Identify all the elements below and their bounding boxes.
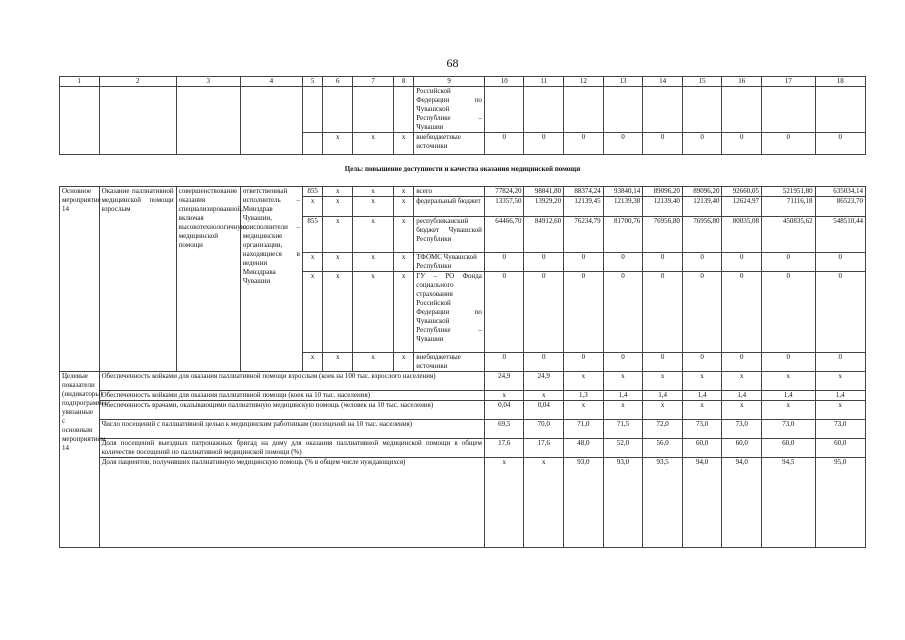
header-cell: 11 [524, 77, 564, 87]
program-table [59, 76, 866, 548]
table-row: 855 x x x республиканский бюджет Чувашской Республики 64466,70 84912,60 76234,79 81700,76 76956,80 76956,80 80035,08 450835,62 548510,44 [60, 217, 866, 253]
header-cell: 15 [682, 77, 722, 87]
table-row: x x x x внебюджетные источники 0 0 0 0 0 0 0 0 0 [60, 353, 866, 372]
indicator-name: Обеспеченность врачами, оказывающими паллиативную медицинскую помощь (человек на 10 тыс. населения) [99, 401, 484, 420]
goal-text: Цель: повышение доступности и качества оказания медицинской помощи [60, 155, 866, 187]
event-label: Основное мероприятие 14 [60, 187, 100, 372]
indicator-row: Обеспеченность врачами, оказывающими паллиативную медицинскую помощь (человек на 10 тыс. населения) 0,04 0,04 x x x x x x x [60, 401, 866, 420]
header-cell: 8 [393, 77, 413, 87]
header-cell: 1 [60, 77, 100, 87]
table-row: Основное мероприятие 14 Оказание паллиативной медицинской помощи взрослым совершенствование оказания специализированной, включая высокотехнологичную, медицинской помощи ответственный исполнитель – Минздрав Чувашии, соисполнители – медицинские организации, находящиеся в ведении Минздрава Чувашии 855 x x x всего 77824,20 98841,80 88374,24 93840,14 89096,20 89096,20 92660,05 521951,80 635034,14 [60, 187, 866, 197]
indicator-name: Число посещений с паллиативной целью к медицинским работникам (посещений на 10 тыс. населения) [99, 420, 484, 439]
indicator-name: Доля посещений выездных патронажных бригад на дому для оказания паллиативной медицинской помощи в общем количестве посещений по паллиативной медицинской помощи (%) [99, 439, 484, 458]
event-task: совершенствование оказания специализированной, включая высокотехнологичную, медицинской помощи [176, 187, 240, 372]
header-cell: 14 [643, 77, 683, 87]
event-executors: ответственный исполнитель – Минздрав Чувашии, соисполнители – медицинские организации, находящиеся в ведении Минздрава Чувашии [240, 187, 302, 372]
table-row: x x x x ГУ – РО Фонда социального страхования Российской Федерации по Чувашской Республике – Чувашии 0 0 0 0 0 0 0 0 0 [60, 272, 866, 353]
indicator-row: Целевые показатели (индикаторы) подпрограммы, увязанные с основным мероприятием 14 Обеспеченность койками для оказания паллиативной помощи взрослым (коек на 100 тыс. взрослого населения) 24,9 24,9 x x x x x x x [60, 372, 866, 391]
table-row: x x x x ТФОМС Чувашской Республики 0 0 0 0 0 0 0 0 0 [60, 253, 866, 272]
header-row [60, 77, 866, 87]
header-cell: 17 [762, 77, 816, 87]
page-number: 68 [446, 56, 459, 70]
header-cell: 4 [240, 77, 302, 87]
header-cell: 12 [564, 77, 604, 87]
header-cell: 6 [323, 77, 353, 87]
indicator-row: Число посещений с паллиативной целью к медицинским работникам (посещений на 10 тыс. населения) 69,5 70,0 71,0 71,5 72,0 73,0 73,0 73,0 73,0 [60, 420, 866, 439]
header-cell: 13 [603, 77, 643, 87]
indicator-name: Доля пациентов, получивших паллиативную медицинскую помощь (% в общем числе нуждающихся) [99, 458, 484, 548]
indicator-row: Обеспеченность койками для оказания паллиативной помощи (коек на 10 тыс. населения) x x 1,3 1,4 1,4 1,4 1,4 1,4 1,4 [60, 391, 866, 401]
indicator-row: Доля пациентов, получивших паллиативную медицинскую помощь (% в общем числе нуждающихся) x x 93,0 93,0 93,5 94,0 94,0 94,5 95,0 [60, 458, 866, 548]
indicator-row: Доля посещений выездных патронажных бригад на дому для оказания паллиативной медицинской помощи в общем количестве посещений по паллиативной медицинской помощи (%) 17,6 17,6 48,0 52,0 56,0 60,0 60,0 60,0 60,0 [60, 439, 866, 458]
event-name: Оказание паллиативной медицинской помощи взрослым [99, 187, 176, 372]
header-cell: 16 [722, 77, 762, 87]
indicator-name: Обеспеченность койками для оказания паллиативной помощи (коек на 10 тыс. населения) [99, 391, 484, 401]
header-cell: 2 [99, 77, 176, 87]
header-cell: 3 [176, 77, 240, 87]
source-cell: внебюджетные источники [414, 133, 485, 155]
header-cell: 7 [353, 77, 394, 87]
goal-row [60, 155, 866, 187]
indicator-name: Обеспеченность койками для оказания паллиативной помощи взрослым (коек на 100 тыс. взрослого населения) [99, 372, 484, 391]
table-row: x x x внебюджетные источники 0 0 0 0 0 0 0 0 0 [60, 133, 866, 155]
header-cell: 10 [484, 77, 524, 87]
table-row: x x x x федеральный бюджет 13357,50 13929,20 12139,45 12139,38 12139,40 12139,40 12624,97 71116,18 86523,70 [60, 197, 866, 217]
targets-label: Целевые показатели (индикаторы) подпрограммы, увязанные с основным мероприятием 14 [60, 372, 100, 548]
header-cell: 18 [815, 77, 865, 87]
source-cell: Российской Федерации по Чувашской Республике – Чувашии [414, 87, 485, 133]
header-cell: 5 [302, 77, 322, 87]
table-row [60, 87, 866, 133]
header-cell: 9 [414, 77, 485, 87]
